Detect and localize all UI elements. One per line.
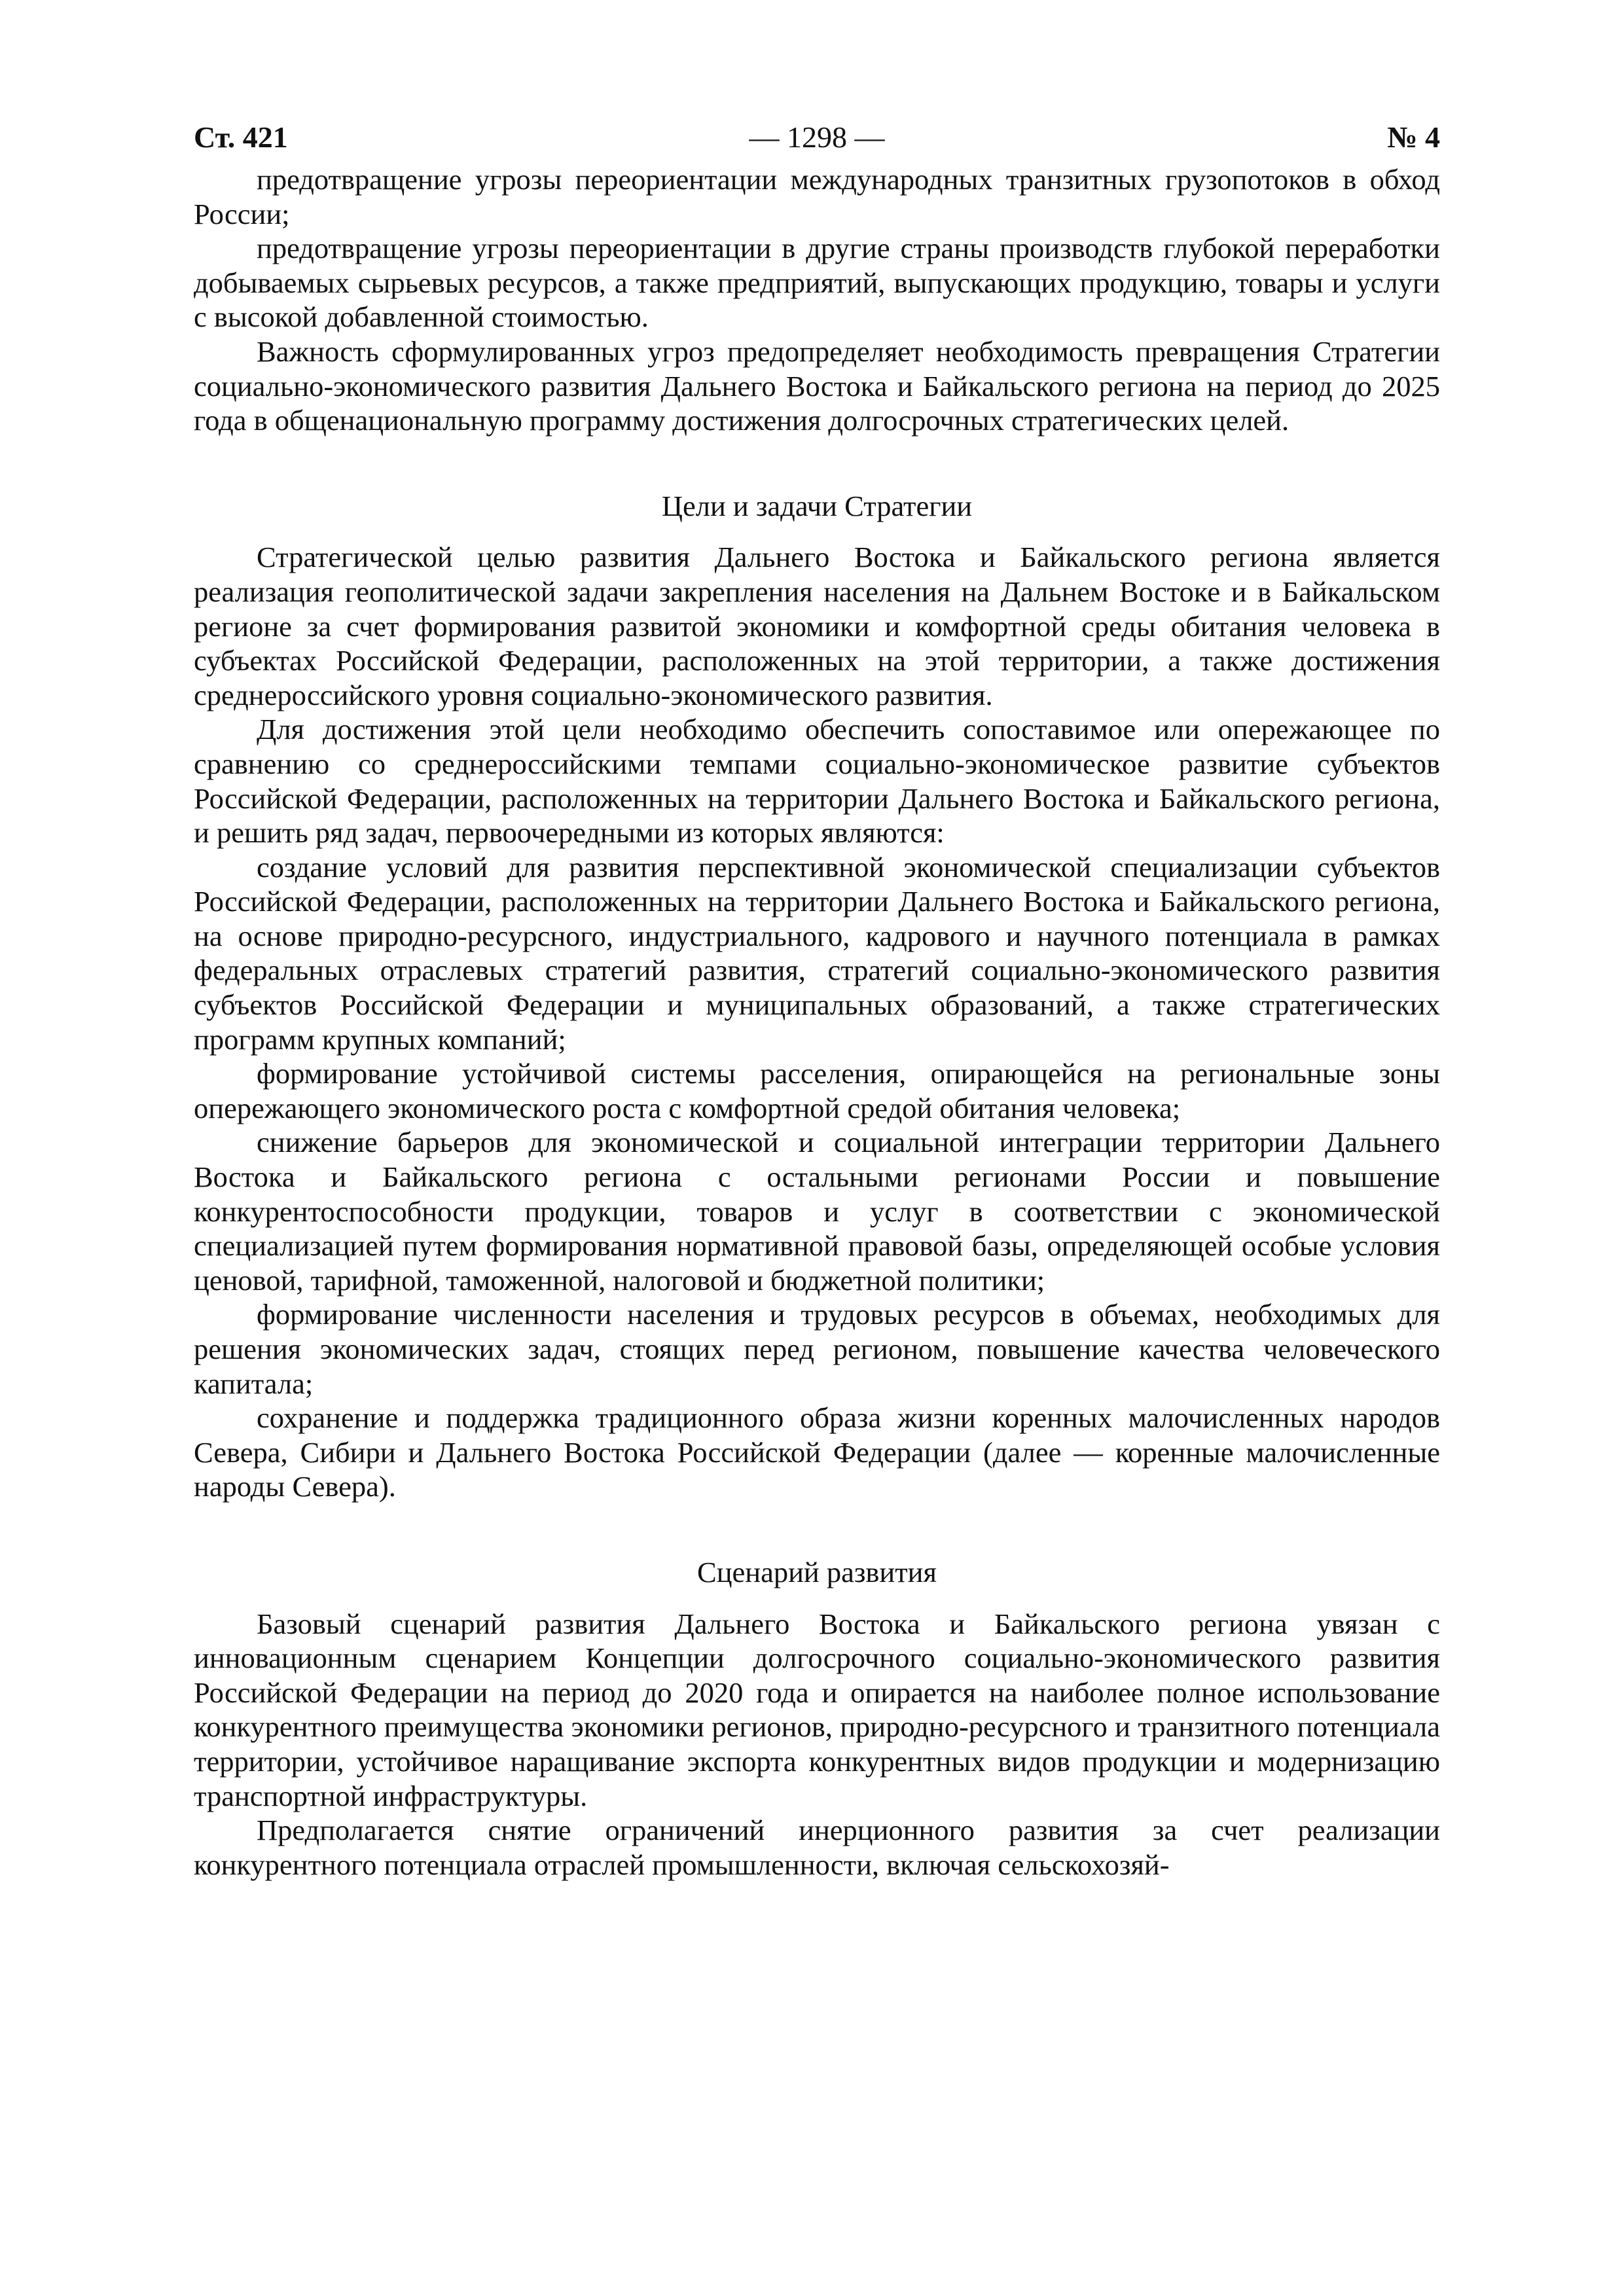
list-item: снижение барьеров для экономической и социальной интеграции территории Дальнего Востока и Байкальского региона с остальными регионами России и повышение конкурентоспособности продукции, товаров и услуг в соответствии с экономической специализацией путем формирования нормативной правовой базы, определяющей особые условия ценовой, тарифной, таможенной, налоговой и бюджетной политики; <box>194 1126 1440 1297</box>
page-header <box>194 118 1440 157</box>
list-item: создание условий для развития перспективной экономической специализации субъектов Российской Федерации, расположенных на территории Дальнего Востока и Байкальского региона, на основе природно-ресурсного, индустриального, кадрового и научного потенциала в рамках федеральных отраслевых стратегий развития, стратегий социально-экономического развития субъектов Российской Федерации и муниципальных образований, а также стратегических программ крупных компаний; <box>194 850 1440 1056</box>
article-number: Ст. 421 <box>194 120 288 154</box>
page-number: — 1298 — <box>749 120 885 154</box>
section-heading-scenario: Сценарий развития <box>697 1555 937 1588</box>
paragraph: Стратегической целью развития Дальнего Востока и Байкальского региона является реализация геополитической задачи закрепления населения на Дальнем Востоке и в Байкальском регионе за счет формирования развитой экономики и комфортной среды обитания человека в субъектах Российской Федерации, расположенных на этой территории, а также достижения среднероссийского уровня социально-экономического развития. <box>194 541 1440 711</box>
paragraph: Предполагается снятие ограничений инерционного развития за счет реализации конкурентного потенциала отраслей промышленности, включая сельскохозяй- <box>194 1814 1440 1881</box>
paragraph: предотвращение угрозы переориентации в другие страны производств глубокой переработки добываемых сырьевых ресурсов, а также предприятий, выпускающих продукцию, товары и услуги с высокой добавленной стоимостью. <box>194 232 1440 334</box>
list-item: формирование численности населения и трудовых ресурсов в объемах, необходимых для решения экономических задач, стоящих перед регионом, повышение качества человеческого капитала; <box>194 1298 1440 1400</box>
list-item: сохранение и поддержка традиционного образа жизни коренных малочисленных народов Севера, Сибири и Дальнего Востока Российской Федерации (далее — коренные малочисленные народы Севера). <box>194 1401 1440 1503</box>
paragraph: Важность сформулированных угроз предопределяет необходимость превращения Стратегии социально-экономического развития Дальнего Востока и Байкальского региона на период до 2025 года в общенациональную программу достижения долгосрочных стратегических целей. <box>194 334 1440 437</box>
list-item: формирование устойчивой системы расселения, опирающейся на региональные зоны опережающего экономического роста с комфортной средой обитания человека; <box>194 1057 1440 1124</box>
document-page <box>194 118 1440 1882</box>
section-heading-goals: Цели и задачи Стратегии <box>661 489 973 522</box>
document-body <box>194 162 1440 1882</box>
issue-number: № 4 <box>1387 120 1440 154</box>
paragraph: Базовый сценарий развития Дальнего Востока и Байкальского региона увязан с инновационным сценарием Концепции долгосрочного социально-экономического развития Российской Федерации на период до 2020 года и опирается на наиболее полное использование конкурентного преимущества экономики регионов, природно-ресурсного и транзитного потенциала территории, устойчивое наращивание экспорта конкурентных видов продукции и модернизацию транспортной инфраструктуры. <box>194 1607 1440 1812</box>
paragraph: Для достижения этой цели необходимо обеспечить сопоставимое или опережающее по сравнению со среднероссийскими темпами социально-экономическое развитие субъектов Российской Федерации, расположенных на территории Дальнего Востока и Байкальского региона, и решить ряд задач, первоочередными из которых являются: <box>194 713 1440 850</box>
paragraph: предотвращение угрозы переориентации международных транзитных грузопотоков в обход России; <box>194 163 1440 230</box>
